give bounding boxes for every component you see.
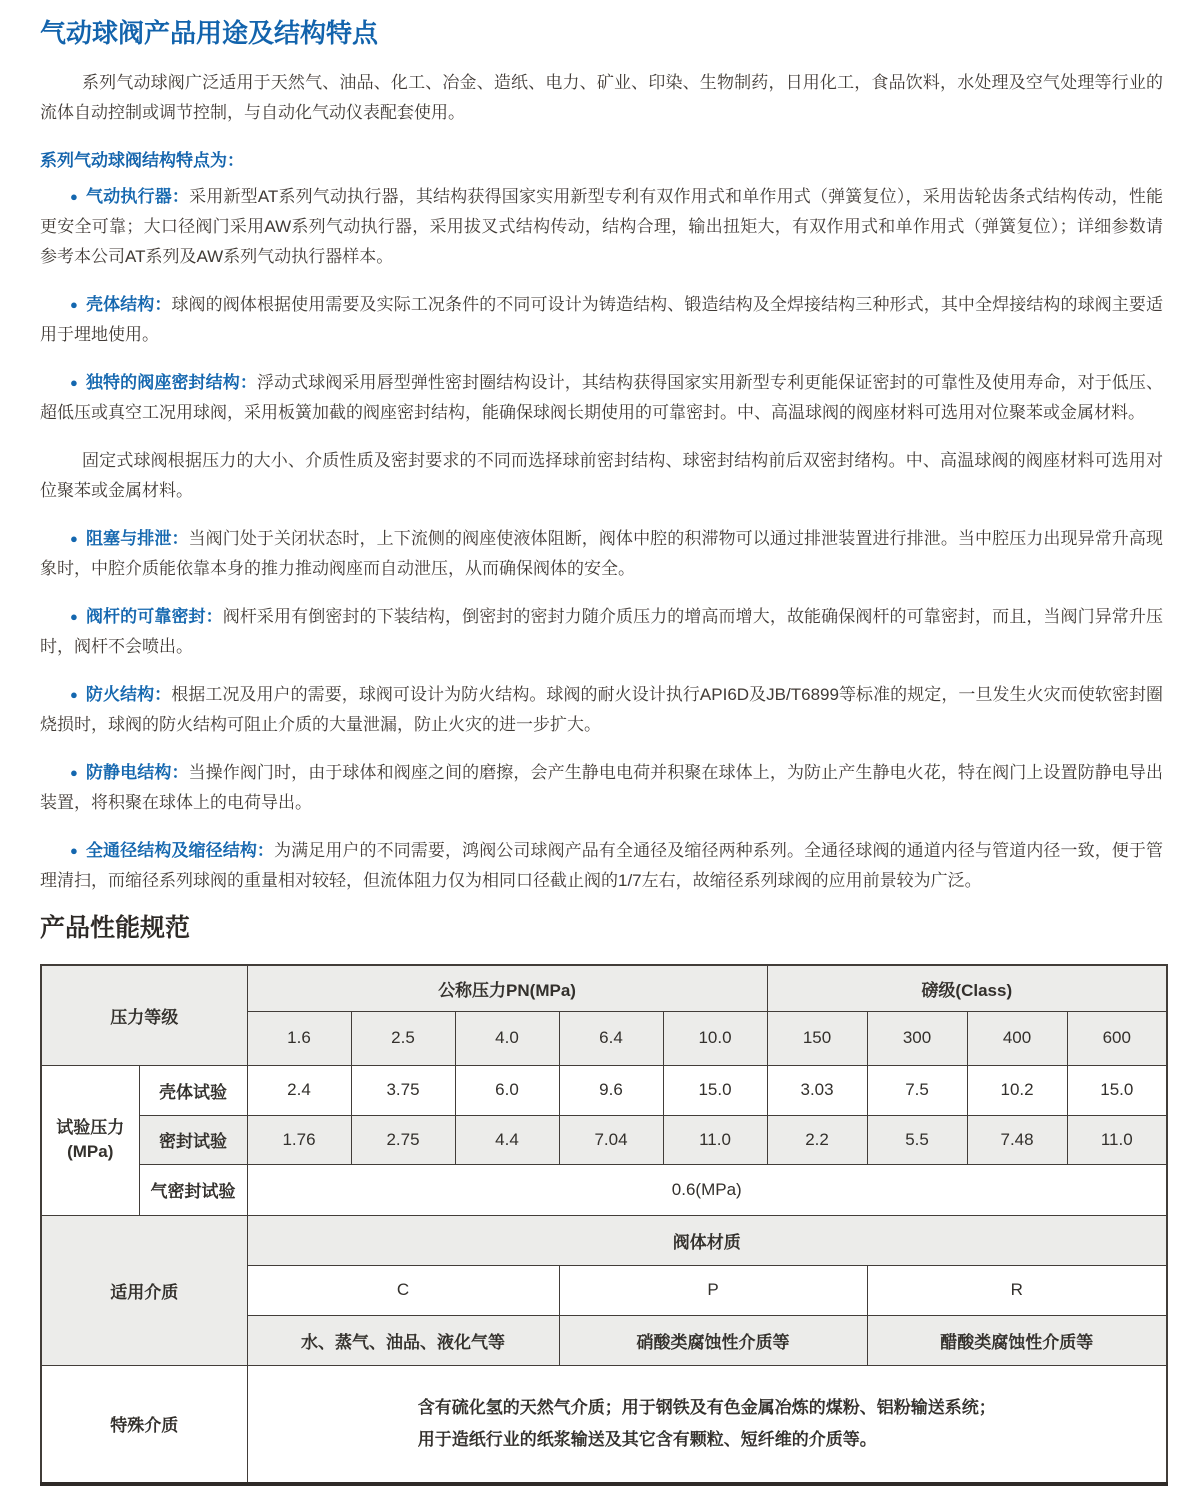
pn-col-header: 4.0 xyxy=(455,1011,559,1065)
feature-label: 壳体结构： xyxy=(85,295,172,314)
test-pressure-line: 试验压力 xyxy=(56,1118,125,1137)
feature-text: 阀杆采用有倒密封的下装结构，倒密封的密封力随介质压力的增高而增大，故能确保阀杆的可靠密封，而且，当阀门异常升压时，阀杆不会喷出。 xyxy=(40,607,1163,656)
test-pressure-line: (MPa) xyxy=(67,1142,114,1161)
media-type: 水、蒸气、油品、液化气等 xyxy=(247,1315,559,1365)
feature-label: 防静电结构： xyxy=(85,763,189,782)
shell-test-value: 7.5 xyxy=(867,1065,967,1115)
pn-header: 公称压力PN(MPa) xyxy=(247,965,767,1011)
media-label: 适用介质 xyxy=(41,1215,247,1365)
air-test-label: 气密封试验 xyxy=(139,1164,247,1215)
material-code: C xyxy=(247,1265,559,1315)
bullet-icon: ● xyxy=(70,609,78,624)
feature-text: 采用新型AT系列气动执行器，其结构获得国家实用新型专利有双作用式和单作用式（弹簧复位），采用齿轮齿条式结构传动，性能更安全可靠；大口径阀门采用AW系列气动执行器，采用拔叉式结构传动，结构合理，输出扭矩大，有双作用式和单作用式（弹簧复位）；详细参数请参考本公司AT系列及AW系列气动执行器样本。 xyxy=(40,187,1163,266)
feature-text: 浮动式球阀采用唇型弹性密封圈结构设计，其结构获得国家实用新型专利更能保证密封的可靠性及使用寿命，对于低压、超低压或真空工况用球阀，采用板簧加截的阀座密封结构，能确保球阀长期使用的可靠密封。中、高温球阀的阀座材料可选用对位聚苯或金属材料。 xyxy=(40,373,1164,422)
feature-item-actuator xyxy=(40,182,1163,272)
feature-text: 当操作阀门时，由于球体和阀座之间的磨擦，会产生静电电荷并积聚在球体上，为防止产生静电火花，特在阀门上设置防静电导出装置，将积聚在球体上的电荷导出。 xyxy=(40,763,1164,812)
bullet-icon: ● xyxy=(70,531,78,546)
feature-text: 球阀的阀体根据使用需要及实际工况条件的不同可设计为铸造结构、锻造结构及全焊接结构三种形式，其中全焊接结构的球阀主要适用于埋地使用。 xyxy=(40,295,1164,344)
shell-test-value: 15.0 xyxy=(663,1065,767,1115)
body-material-header: 阀体材质 xyxy=(247,1215,1167,1265)
shell-test-value: 9.6 xyxy=(559,1065,663,1115)
seal-test-value: 11.0 xyxy=(663,1115,767,1164)
special-media-line: 用于造纸行业的纸浆输送及其它含有颗粒、短纤维的介质等。 xyxy=(417,1429,877,1449)
feature-label: 全通径结构及缩径结构： xyxy=(85,841,275,860)
shell-test-value: 3.75 xyxy=(351,1065,455,1115)
shell-test-value: 15.0 xyxy=(1067,1065,1167,1115)
class-header: 磅级(Class) xyxy=(767,965,1167,1011)
seal-test-value: 4.4 xyxy=(455,1115,559,1164)
special-media-content xyxy=(247,1365,1167,1484)
class-col-header: 600 xyxy=(1067,1011,1167,1065)
features-heading: 系列气动球阀结构特点为： xyxy=(40,151,244,170)
feature-text: 根据工况及用户的需要，球阀可设计为防火结构。球阀的耐火设计执行API6D及JB/T6899等标准的规定，一旦发生火灾而使软密封圈烧损时，球阀的防火结构可阻止介质的大量泄漏，防止火灾的进一步扩大。 xyxy=(40,685,1163,734)
special-media-text xyxy=(418,1392,996,1456)
material-code: P xyxy=(559,1265,867,1315)
shell-test-value: 2.4 xyxy=(247,1065,351,1115)
page-title: 气动球阀产品用途及结构特点 xyxy=(40,18,379,48)
shell-test-value: 6.0 xyxy=(455,1065,559,1115)
seal-test-value: 2.75 xyxy=(351,1115,455,1164)
air-test-value: 0.6(MPa) xyxy=(247,1164,1167,1215)
feature-item-block-drain xyxy=(40,524,1163,584)
pn-col-header: 10.0 xyxy=(663,1011,767,1065)
class-col-header: 150 xyxy=(767,1011,867,1065)
feature-label: 独特的阀座密封结构： xyxy=(85,373,257,392)
seal-test-value: 5.5 xyxy=(867,1115,967,1164)
feature-item-antistatic xyxy=(40,758,1163,818)
bullet-icon: ● xyxy=(70,687,78,702)
performance-spec-table xyxy=(40,964,1168,1486)
feature-label: 防火结构： xyxy=(85,685,172,704)
feature-text: 当阀门处于关闭状态时，上下流侧的阀座使液体阻断，阀体中腔的积滞物可以通过排泄装置进行排泄。当中腔压力出现异常升高现象时，中腔介质能依靠本身的推力推动阀座而自动泄压，从而确保阀体的安全。 xyxy=(40,529,1164,578)
seal-test-label: 密封试验 xyxy=(139,1115,247,1164)
feature-label: 阻塞与排泄： xyxy=(85,529,189,548)
feature-label: 气动执行器： xyxy=(86,187,190,206)
feature-item-full-bore xyxy=(40,836,1163,896)
shell-test-value: 3.03 xyxy=(767,1065,867,1115)
pn-col-header: 1.6 xyxy=(247,1011,351,1065)
seal-test-value: 2.2 xyxy=(767,1115,867,1164)
bullet-icon: ● xyxy=(70,297,78,312)
feature-label: 阀杆的可靠密封： xyxy=(85,607,223,626)
media-type: 醋酸类腐蚀性介质等 xyxy=(867,1315,1167,1365)
bullet-icon: ● xyxy=(70,843,78,858)
test-pressure-header xyxy=(41,1065,139,1215)
bullet-icon: ● xyxy=(70,189,79,204)
spec-section-heading: 产品性能规范 xyxy=(40,914,191,942)
fixed-ball-valve-paragraph: 固定式球阀根据压力的大小、介质性质及密封要求的不同而选择球前密封结构、球密封结构前后双密封绪构。中、高温球阀的阀座材料可选用对位聚苯或金属材料。 xyxy=(40,451,1163,500)
feature-item-shell xyxy=(40,290,1163,350)
class-col-header: 400 xyxy=(967,1011,1067,1065)
feature-text: 为满足用户的不同需要，鸿阀公司球阀产品有全通径及缩径两种系列。全通径球阀的通道内径与管道内径一致，便于管理清扫，而缩径系列球阀的重量相对较轻，但流体阻力仅为相同口径截止阀的1/7左右，故缩径系列球阀的应用前景较为广泛。 xyxy=(40,841,1163,890)
seal-test-value: 7.04 xyxy=(559,1115,663,1164)
intro-paragraph: 系列气动球阀广泛适用于天然气、油品、化工、冶金、造纸、电力、矿业、印染、生物制药，日用化工，食品饮料，水处理及空气处理等行业的流体自动控制或调节控制，与自动化气动仪表配套使用。 xyxy=(40,73,1163,122)
seal-test-value: 1.76 xyxy=(247,1115,351,1164)
class-col-header: 300 xyxy=(867,1011,967,1065)
material-code: R xyxy=(867,1265,1167,1315)
seal-test-value: 7.48 xyxy=(967,1115,1067,1164)
media-type: 硝酸类腐蚀性介质等 xyxy=(559,1315,867,1365)
pn-col-header: 2.5 xyxy=(351,1011,455,1065)
special-media-line: 含有硫化氢的天然气介质；用于钢铁及有色金属冶炼的煤粉、铝粉输送系统； xyxy=(417,1397,996,1417)
pn-col-header: 6.4 xyxy=(559,1011,663,1065)
shell-test-label: 壳体试验 xyxy=(139,1065,247,1115)
bullet-icon: ● xyxy=(70,765,78,780)
seal-test-value: 11.0 xyxy=(1067,1115,1167,1164)
feature-item-stem-seal xyxy=(40,602,1163,662)
special-media-label: 特殊介质 xyxy=(41,1365,247,1484)
feature-item-seat-seal xyxy=(40,368,1163,428)
pressure-grade-header: 压力等级 xyxy=(41,965,247,1065)
bullet-icon: ● xyxy=(70,375,78,390)
shell-test-value: 10.2 xyxy=(967,1065,1067,1115)
feature-item-fireproof xyxy=(40,680,1163,740)
